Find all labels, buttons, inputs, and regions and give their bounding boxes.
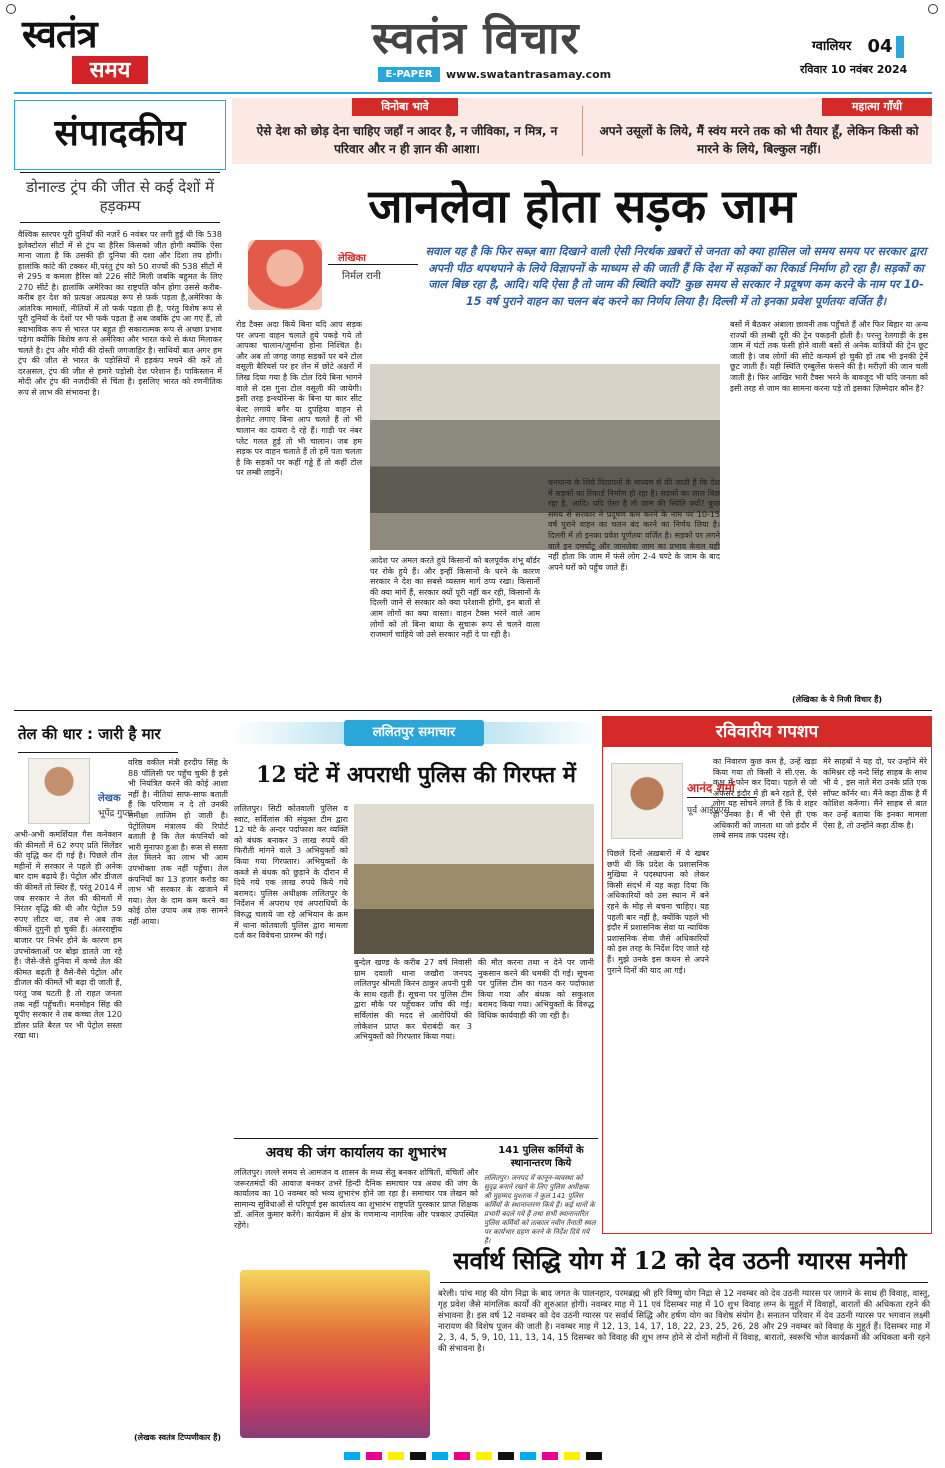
registration-mark-icon	[928, 4, 938, 14]
main-article-col4: बसों में बैठकर अंबाला छावनी तक पहुँचते हैं और फिर बिहार या अन्य राज्यों की लम्बी दूरी की ट्रेन पकड़नी होती है। परन्तु रेलगाड़ी के इस जाम में घंटों तक फंसी होने वाली बसों से अनेक यात्रियों की ट्रेन छूट जाती है। जब लोगों की सीटें कन्फर्म हो चुकी हों तब भी इनकी ट्रेनें छूट जाती हैं। यही स्थिति एम्बुलेंस फंसने की है। मरीज़ों की जान चली जाती है। फिर आखिर भारी टैक्स भरने के बावजूद भी यदि जनता को इसी तरह से जाम का सामना करना पड़े तो इसका ज़िम्मेदार कौन है?	[730, 320, 928, 393]
main-article-intro: सवाल यह है कि फिर सब्ज़ बाग़ दिखाने वाली ऐसी निरर्थक ख़बरों से जनता को क्या हासिल जो समय समय पर सरकार द्वारा अपनी पीठ थपथपाने के लिये विज्ञापनों के माध्यम से की जाती हैं कि देश में सड़कों का रिकार्ड निर्माण हो रहा है। सड़कों का जाल बिछ रहा है, आदि। यदि ऐसा है तो जाम की स्थिति क्यों? कुछ समय से सरकार ने प्रदूषण कम करने के नाम पर 10-15 वर्ष पुराने वाहन का चलन बंद करने का निर्णय लिया है। दिल्ली में तो इनका प्रवेश पूर्णतयः वर्जित है।	[425, 245, 927, 308]
main-article-col1: रोड टैक्स अदा किये बिना यदि आप सड़क पर अपना वाहन चलाते हुये पकड़े गये तो आपका चालान/जुर्माना होना निश्चित है। और अब तो जगह जगह सड़कों पर बने टोल वसूली बैरियर्स पर हर लेन में छोटे अक्षरों में लिख दिया गया है कि टोल दिये बिना भागने वाले से दस गुना टोल वसूली की जायेगी। इसी तरह इन्श्योरेन्स के बिना या कार सीट बेल्ट लगाये बगैर या दुपहिया वाहन से हेलमेट लगाए बिना आप चलते हैं तो भी चालान का दायरा दे रहे हैं। गाड़ी पर नंबर प्लेट गलत हुई तो भी चालान। जब हम सड़क पर वाहन चलाते हैं तो हमें पता चलता है कि सड़कों पर कहीं गड्ढे हैं तो कहीं टोल पर लम्बी लाइनें।	[236, 320, 362, 478]
gossip-body-3: मेरे साहबों ने यह दो, पर उन्होंने मेरे कमिश्नर रहे नन्दे सिंह साहब के साथ भी ये , इस नाते मेरा उनके प्रति एक सॉफ्ट कॉर्नर था। मैंने कहा ठीक है मैं कोशिश करूँगा। मैंने साहब से बात कर उन्हें बताया कि इनका मामला ऐसा है, तो उन्होंने कहा ठीक है।	[823, 757, 927, 830]
editorial-body: वैश्विक स्तरपर पूरी दुनियाँ की नज़रें 6 नवंबर पर लगी हुई थी कि 538 इलेक्टोरल सीटों में से ट्रंप या हैरिस किसको जीत होगी क्योंकि ऐसा माना जाता है कि उसकी ही दुनिया की दशा और दिशा तय होगी।हालांकि कांटे की टक्कर थी,परंतु ट्रंप को 50 राज्यों की 538 सीटों में से 295 व कमला हैरिस को 226 सीटें मिली जबकि बहुमत के लिए 270 सीटें है। हालांकि अमेरिका का राष्ट्रपति कौन होगा उससे करीब-करीब हर देश को प्रत्यक्ष अप्रत्यक्ष रूप से फर्क पड़ता है,अमेरिका के आंतरिक मामलों, नीतियों में तो फर्क पड़ता ही है, परंतु विशेष रूप से पूरी दुनियाँ के देशों पर भी फर्क पड़ता है अब जबकि ट्रंप आ गए हैं, तो स्वाभाविक रूप से भारत पर बहुत ही सकारात्मक रूप से अच्छा प्रभाव पड़ेगा क्योंकि विशेष रूप से अमेरिका और भारत कंधे से कंधा मिलाकर चलते है। ट्रंप और मोदी की दोस्ती जगजाहिर है। साथियों बात अगर हम ट्रंप की जीत से भारत के पड़ोसियों में हड़कंप मचने की करें तो दरअसल, ट्रंप की जीत से हमारे पड़ोसी देश परेशान हैं। पाकिस्तान में मोदी और ट्रंप की नजदीकी से चिंता है। इसलिए भारत को रणनीतिक रूप से लाभ की संभावना है।	[18, 230, 222, 397]
police-press-photo	[354, 804, 594, 954]
masthead	[0, 0, 945, 95]
quote-author: महात्मा गाँधी	[851, 100, 903, 113]
fuel-author-label: लेखक	[98, 793, 121, 804]
editorial-divider	[20, 172, 220, 173]
main-article	[232, 168, 932, 708]
logo-top-text: स्वतंत्र	[22, 11, 97, 56]
gossip-body-2: का निवारण कुछ कम है, उन्हें खड़ा किया गया तो किसी ने सी.एस. के कक्ष में फोन कर दिया। पहले से जो अफसर इंदौर में ही बने रहते हैं, ऐसे लोग यह सोचने लगते हैं कि ये शहर ही उनका है। मैं भी ऐसे ही एक अधिकारी को जानता था जो इंदौर में लम्बे समय तक पदस्थ रहे।	[713, 757, 817, 841]
avadh-body: ललितपुर। लल्ले समय से आमजन व शासन के मध्य सेतु बनकर शोषितों, वंचितों और जरूरतमंदों की आवाज बनकर उभरे हिन्दी दैनिक समाचार पत्र अवध की जंग के कार्यालय का 10 नवम्बर को भव्य शुभारंभ होने जा रहा है। समाचार पत्र लेखन को सामान्य सुविधाओं से परिपूर्ण इस कार्यालय का शुभारंभ राष्ट्रपति पुरस्कार प्राप्त शिक्षक डॉ. अनिल कुमार करेंगे। कार्यक्रम में क्षेत्र के गणमान्य नागरिक और पत्रकार उपस्थित रहेंगे।	[234, 1168, 478, 1230]
masthead-rule	[14, 92, 932, 94]
editorial-section-title: संपादकीय	[54, 112, 186, 154]
gossip-section	[602, 716, 932, 1234]
editorial-divider	[20, 222, 220, 223]
gossip-author-title: पूर्व आईएएस	[687, 806, 730, 816]
quote-text: अपने उसूलों के लिये, मैं स्वंय मरने तक को भी तैयार हूँ, लेकिन किसी को मारने के लिये, बिल्कुल नहीं।	[599, 124, 919, 156]
main-article-footer: (लेखिका के ये निजी विचार हैं)	[792, 695, 882, 704]
city-label: ग्वालियर	[812, 39, 852, 54]
page-number-bar	[896, 36, 904, 58]
police-side-headline: 141 पुलिस कर्मियों के स्थानान्तरण किये	[498, 1145, 584, 1169]
quote-text: ऐसे देश को छोड़ देना चाहिए जहाँ न आदर है, न जीविका, न मित्र, न परिवार और न ही ज्ञान की आशा।	[256, 124, 558, 156]
deviuthani-section	[234, 1238, 932, 1444]
deviuthani-divider	[440, 1282, 928, 1283]
main-article-col3: धनधान्य के लिये विज्ञापनों के माध्यम से की जाती हैं कि देश में सड़कों का रिकार्ड निर्माण हो रहा है। सड़कों का जाल बिछ रहा है, आदि। यदि ऐसा है तो जाम की स्थिति क्यों? कुछ समय से सरकार ने प्रदूषण कम करने के नाम पर 10-15 वर्ष पुराने वाहन का चलन बंद करने का निर्णय लिया है। दिल्ली में तो इनका प्रवेश पूर्णतयः वर्जित है। सड़कों पर लगने वाले इन दमघोंटू और जानलेवा जाम का प्रभाव केवल यही नहीं होता कि जाम में फंसे लोग 2-4 घण्टे के जाम के बाद अपने घरों को पहुँच जाते हैं।	[548, 478, 720, 572]
police-side-body: ललितपुर। जनपद में कानून-व्यवस्था को सुदृढ़ बनाने रखने के लिए पुलिस अधीक्षक श्री मुहम्मद मुश्ताक ने कुल 141 पुलिस कर्मियों के स्थानान्तरण किये हैं। कई थानों के प्रभारी बदले गये हैं तथा सभी स्थानान्तरित पुलिस कर्मियों को तत्काल नवीन तैनाती स्थल पर कार्यभार ग्रहण करने के निर्देश दिये गये हैं।	[484, 1174, 596, 1245]
deviuthani-body: बरेली। पांच माह की योग निद्रा के बाद जगत के पालनहार, परमब्रह्म श्री हरि विष्णु योग निद्रा से 12 नवम्बर को देव उठनी ग्यारस पर जागने के साथ ही विवाह, वास्तु, गृह प्रवेश जैसे मांगलिक कार्यों की शुरुआत होगी। नवम्बर माह में 11 एवं दिसम्बर माह में 10 शुभ विवाह लग्न के मुहूर्त में विवाहों, बारातों की अधिकता रहने की संभावना है। इस वर्ष 12 नवम्बर को देव उठनी ग्यारस पर सर्वार्थ सिद्धि और हर्षण योग का विशेष संयोग है। सनातन परिवार में देव उठनी ग्यारस पर भगवान लक्ष्मी नारायण की विशेष पूजन की जाती है। नवम्बर माह में 12, 13, 14, 17, 18, 22, 23, 25, 26, 28 और 29 नवम्बर को विवाह के मुहूर्त हैं। दिसम्बर माह में 2, 3, 4, 5, 9, 10, 11, 13, 14, 15 दिसम्बर को विवाह की शुभ लग्न होने से दोनों महीनों में विवाह, बारातो, स्वरूचि भोज कार्यक्रमों की अधिकता बनी रहने की संभावना है।	[438, 1288, 930, 1353]
author-divider	[328, 264, 418, 265]
page-info	[770, 36, 910, 86]
fuel-article-footer: (लेखक स्वतंत्र टिप्पणीकार हैं)	[134, 1433, 222, 1442]
deviuthani-headline: सर्वार्थ सिद्धि योग में 12 को देव उठनी ग्यारस मनेगी	[453, 1246, 907, 1275]
lalitpur-section	[234, 714, 598, 1245]
editorial-headline: डोनाल्ड ट्रंप की जीत से कई देशों में हड़कम्प	[25, 178, 215, 215]
page-number: 04	[864, 36, 896, 58]
gossip-section-title: रविवारीय गपशप	[715, 722, 819, 742]
deity-photo	[240, 1270, 430, 1438]
lalitpur-section-title: ललितपुर समाचार	[372, 725, 456, 740]
fuel-article-body-2: वरिष्ठ वकील मंत्री हरदीप सिंह के 88 पॉलिसी पर पहुँच चुकी है इसे भी नियंत्रित करने की कोई आशा नहीं है। नीतियां साफ-साफ बताती हैं कि परिणाम न दे तो उनकी समीक्षा लाजिम हो जाती है। पेट्रोलियम मंत्रालय की रिपोर्ट बताती है कि तेल कंपनियों को भारी मुनाफा हुआ है। रूस से सस्ता तेल मिलने का लाभ भी आम उपभोक्ता तक नहीं पहुँचा। तेल कंपनियों का 13 हजार करोड़ का लाभ भी सरकार के खजाने में गया। तेल के दाम कम करने का कोई ठोस उपाय अब तक सामने नहीं आया।	[128, 758, 228, 926]
author-name: निर्मल रानी	[342, 271, 381, 282]
editorial-section	[14, 100, 226, 705]
fuel-author-photo	[28, 758, 90, 824]
fuel-divider	[18, 752, 178, 753]
lalitpur-body: ललितपुर। सिटी कोतवाली पुलिस व स्वाट, सर्विलांस की संयुक्त टीम द्वारा 12 घंटे के अन्दर पर्दाफाश कर व्यक्ति को बंधक बनाकर 3 लाख रुपये की फिरौती मांगने वाले 3 अभियुक्तों को किया गया गिरफ्तार। अभियुक्तों के कब्जे से बंधक को छुड़ाने के दौरान में दिये गये एक लाख रुपये किये गये बरामद। पुलिस अधीक्षक ललितपुर के निर्देशन में अपराध एवं अपराधियों के विरुद्ध चलाये जा रहे अभियान के क्रम में थाना कोतवाली पुलिस द्वारा मामला दर्ज कर विवेचना प्रारम्भ की गई।	[234, 804, 348, 941]
color-calibration-strip	[14, 1448, 932, 1464]
lalitpur-body-2: बुन्देल खण्ड के करीब 27 वर्ष निवासी ग्राम दवाली थाना जखौरा जनपद ललितपुर श्रीमती किरन ठाकुर अपनी पुत्री के साथ रहती हैं। सूचना पर पुलिस टीम द्वारा मौके पर पहुँचकर जाँच की गई। सर्विलांस की मदद से आरोपियों की लोकेशन प्राप्त कर घेराबंदी कर 3 अभियुक्तों को गिरफ्तार किया गया।	[354, 958, 472, 1042]
avadh-divider	[234, 1138, 598, 1139]
quotes-bar	[232, 98, 932, 164]
fuel-author-name: भूपेंद्र गुप्ता	[98, 809, 133, 819]
registration-mark-icon	[6, 4, 16, 14]
main-article-headline: जानलेवा होता सड़क जाम	[368, 179, 796, 233]
gossip-author-photo	[611, 763, 683, 839]
gossip-author-name: आनंद शर्मा	[687, 781, 735, 795]
date-label: रविवार 10 नवंबर 2024	[800, 63, 908, 76]
avadh-headline: अवध की जंग कार्यालय का शुभारंभ	[265, 1145, 447, 1161]
lalitpur-body-3: की मौत करना तथा न देने पर जानी नुकसान करने की धमकी दी गई। सूचना पर पुलिस टीम का गठन कर पर्दाफाश किया गया और बंधक को सकुशल बरामद किया गया। अभियुक्तों के विरुद्ध विधिक कार्यवाही की जा रही है।	[478, 958, 594, 1020]
fuel-article-headline: तेल की धार : जारी है मार	[18, 725, 161, 743]
author-label: लेखिका	[338, 253, 366, 264]
logo-bottom-text: समय	[89, 57, 131, 83]
lalitpur-headline: 12 घंटे में अपराधी पुलिस की गिरफ्त में	[256, 762, 576, 788]
section-rule	[14, 710, 932, 711]
fuel-article	[14, 714, 230, 1444]
quote-divider	[582, 106, 583, 156]
quote-author: विनोबा भावे	[381, 100, 429, 113]
page-title: स्वतंत्र विचार	[372, 13, 580, 64]
logo[interactable]	[22, 12, 172, 90]
fuel-article-body: अभी-अभी कमर्शियल गैस कनेक्शन की कीमतों में 62 रुपए प्रति सिलेंडर की वृद्धि कर दी गई है। पिछले तीन महीनों में सरकार ने पहले ही अनेक बार दाम बढ़ाये हैं। पेट्रोल और डीजल की कीमतें तो स्थिर हैं, परंतु 2014 में जब सरकार ने तेल की कीमतों में निरंतर वृद्धि की थी और पेट्रोल 59 रुपए लीटर था, तब से अब तक कीमतें दुगुनी हो चुकी हैं। अंतरराष्ट्रीय बाजार पर निर्भर होने के कारण हम उपभोक्ताओं पर बोझ डालते जा रहे हैं। जैसे-जैसे दुनिया में कच्चे तेल की कीमत बढ़ती है वैसे-वैसे पेट्रोल और डीजल की कीमतें भी बढ़ा दी जाती हैं, परंतु जब घटती है तो राहत जनता तक नहीं पहुँचती। मनमोहन सिंह की यूपीए सरकार ने तब कच्चा तेल 120 डॉलर प्रति बैरल पर भी पेट्रोल सस्ता रखा था।	[14, 830, 122, 1041]
main-article-col2: आदेश पर अमल करते हुये किसानों को बलपूर्वक शंभू बॉर्डर पर रोके हुये हैं। और इन्हीं किसानों के धरने के कारण सरकार ने देश का सबसे व्यस्तम मार्ग ठप्प रखा। किसानों की क्या मांगें हैं, सरकार क्यों पूरी नहीं कर रही, किसानों के दिल्ली जाने से सरकार को क्या परेशानी होगी, इन बातों से आम लोगों का क्या वास्ता। वाहन टैक्स भरने वाले आम लोगों को तो बिना बाधा के सुचारू रूप से चलने वाला राजमार्ग चाहिये जो उसे सरकार नहीं दे पा रही है।	[370, 556, 540, 640]
website-link[interactable]: www.swatantrasamay.com	[446, 68, 612, 81]
author-photo	[248, 240, 322, 310]
gossip-body: पिछले दिनों अख़बारों में ये खबर छपी थी कि प्रदेश के प्रशासनिक मुखिया ने पदस्थापना को लेकर किसी संदर्भ में यह कहा दिया कि अधिकारियों को उस स्थान में बने रहने के मोह से बचना चाहिए। यह पहली बार नहीं है, क्योंकि पहले भी इंदौर में प्रशासनिक सेवा या न्यायिक प्रशासनिक सेवा जैसे अधिकारियों को इस तरह के निर्देश दिए जाते रहे हैं। मुझे उनके इस कथन से अपने पुराने दिनों की याद आ गई।	[607, 849, 709, 975]
epaper-badge: E-PAPER	[378, 67, 440, 82]
